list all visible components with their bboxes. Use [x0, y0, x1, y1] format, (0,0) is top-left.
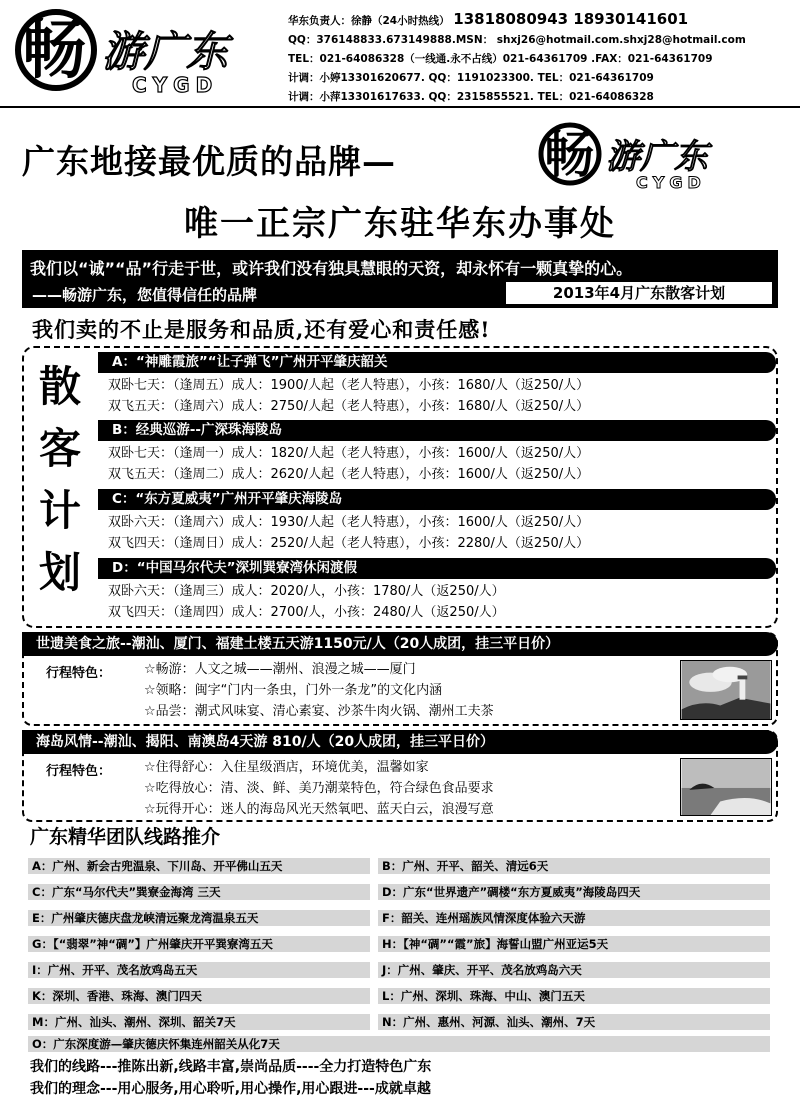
team-route-a: A：广州、新会古兜温泉、下川岛、开平佛山五天	[28, 858, 370, 874]
contact-line-5: 计调：小萍13301617633. QQ：2315855521. TEL：021-64086328	[288, 91, 654, 103]
team-route-g: G：【“翡翠”神“碉”】广州肇庆开平巽寮湾五天	[28, 936, 370, 952]
team-route-b: B：广州、开平、韶关、清远6天	[378, 858, 770, 874]
tour-2-feature-1: ☆住得舒心：入住星级酒店，环境优美，温馨如家	[144, 760, 429, 775]
team-route-n: N：广州、惠州、河源、汕头、潮州、7天	[378, 1014, 770, 1030]
headline-office: 唯一正宗广东驻华东办事处	[184, 204, 616, 244]
slogan-brand: ——畅游广东，您值得信任的品牌	[32, 286, 258, 304]
route-c-title: C：“东方夏威夷”广州开平肇庆海陵岛	[98, 489, 776, 510]
team-route-d: D：广东“世界遗产”碉楼“东方夏威夷”海陵岛四天	[378, 884, 770, 900]
route-d-line-1: 双卧六天：（逢周三）成人：2020/人，小孩：1780/人（返250/人）	[108, 584, 505, 599]
team-route-m: M：广州、汕头、潮州、深圳、韶关7天	[28, 1014, 370, 1030]
team-route-i: I：广州、开平、茂名放鸡岛五天	[28, 962, 370, 978]
team-route-l: L：广州、深圳、珠海、中山、澳门五天	[378, 988, 770, 1004]
label-char: 计	[38, 486, 81, 535]
route-a-line-2: 双飞五天：（逢周六）成人：2750/人起（老人特惠），小孩：1680/人（返250/人）	[108, 399, 590, 414]
plan-label: 2013年4月广东散客计划	[504, 280, 774, 306]
brand-logo	[12, 6, 282, 98]
team-route-h: H：【神“碉”“霞”旅】海誓山盟广州亚运5天	[378, 936, 770, 952]
contact-info	[288, 10, 798, 107]
header	[0, 0, 800, 108]
svg-text:畅: 畅	[544, 125, 594, 184]
team-route-k: K：深圳、香港、珠海、澳门四天	[28, 988, 370, 1004]
team-route-f: F：韶关、连州瑶族风情深度体验六天游	[378, 910, 770, 926]
label-char: 客	[38, 424, 81, 473]
tour-1-feature-2: ☆领略：闽字“门内一条虫，门外一条龙”的文化内涵	[144, 683, 443, 698]
tour-2-feature-label: 行程特色：	[46, 764, 112, 779]
tour-1-feature-1: ☆畅游：人文之城——潮州、浪漫之城——厦门	[144, 662, 416, 677]
slogan-text: 我们以“诚”“品”行走于世，或许我们没有独具慧眼的天资，却永怀有一颗真挚的心。	[30, 259, 633, 278]
hotline-numbers: 13818080943 18930141601	[453, 10, 689, 28]
individual-plans-label	[30, 356, 90, 604]
brand-logo-inline	[536, 120, 776, 192]
tour-1-title: 世遗美食之旅--潮汕、厦门、福建土楼五天游1150元/人（20人成团，挂三平日价）	[22, 632, 778, 656]
team-route-c: C：广东“马尔代夫”巽寮金海湾 三天	[28, 884, 370, 900]
route-d-line-2: 双飞四天：（逢周四）成人：2700/人，小孩：2480/人（返250/人）	[108, 605, 505, 620]
svg-text:CYGD: CYGD	[636, 173, 706, 192]
island-photo	[680, 758, 772, 816]
footer-routes-statement: 我们的线路---推陈出新,线路丰富,崇尚品质----全力打造特色广东	[30, 1059, 432, 1075]
route-b-title: B：经典巡游--广深珠海陵岛	[98, 420, 776, 441]
contact-line-1: 华东负责人：徐静（24小时热线） 13818080943 18930141601	[288, 10, 689, 28]
label-char: 散	[38, 362, 81, 411]
contact-line-2: QQ：376148833.673149888.MSN： shxj26@hotmail.com.shxj28@hotmail.com	[288, 34, 746, 46]
headline-brand: 广东地接最优质的品牌—	[22, 142, 396, 181]
lighthouse-photo	[680, 660, 772, 720]
logo-text: 游广东	[102, 27, 229, 76]
route-a-line-1: 双卧七天：（逢周五）成人：1900/人起（老人特惠），小孩：1680/人（返250/人）	[108, 378, 590, 393]
team-routes-title: 广东精华团队线路推介	[30, 826, 221, 848]
route-c-line-2: 双飞四天：（逢周日）成人：2520/人起（老人特惠），小孩：2280/人（返250/人）	[108, 536, 590, 551]
label-char: 划	[38, 548, 81, 597]
route-d-title: D：“中国马尔代夫”深圳巽寮湾休闲渡假	[98, 558, 776, 579]
tour-1-feature-3: ☆品尝：潮式风味宴、清心素宴、沙茶牛肉火锅、潮州工夫茶	[144, 704, 494, 719]
footer-philosophy-statement: 我们的理念---用心服务,用心聆听,用心操作,用心跟进---成就卓越	[30, 1081, 431, 1097]
logo-sub: CYGD	[132, 73, 219, 97]
contact-line-4: 计调：小婷13301620677. QQ：1191023300. TEL：021-64361709	[288, 72, 654, 84]
tour-2-feature-3: ☆玩得开心：迷人的海岛风光天然氧吧、蓝天白云，浪漫写意	[144, 802, 494, 817]
team-route-e: E：广州肇庆德庆盘龙峡清远聚龙湾温泉五天	[28, 910, 370, 926]
tour-2-title: 海岛风情--潮汕、揭阳、南澳岛4天游 810/人（20人成团，挂三平日价）	[22, 730, 778, 754]
route-b-line-2: 双飞五天：（逢周二）成人：2620/人起（老人特惠），小孩：1600/人（返250/人）	[108, 467, 590, 482]
tour-1-feature-label: 行程特色：	[46, 666, 112, 681]
tagline: 我们卖的不止是服务和品质,还有爱心和责任感!	[32, 317, 491, 342]
logo-char-chang: 畅	[22, 13, 86, 88]
route-b-line-1: 双卧七天：（逢周一）成人：1820/人起（老人特惠），小孩：1600/人（返250/人）	[108, 446, 590, 461]
contact-line-3: TEL：021-64086328（一线通.永不占线）021-64361709 .FAX：021-64361709	[288, 53, 713, 65]
route-a-title: A：“神雕霞旅”“让子弹飞”广州开平肇庆韶关	[98, 352, 776, 373]
svg-text:游广东: 游广东	[606, 137, 708, 177]
route-c-line-1: 双卧六天：（逢周六）成人：1930/人起（老人特惠），小孩：1600/人（返250/人）	[108, 515, 590, 530]
team-route-o: O：广东深度游—肇庆德庆怀集连州韶关从化7天	[28, 1036, 770, 1052]
tour-2-feature-2: ☆吃得放心：清、淡、鲜、美乃潮菜特色，符合绿色食品要求	[144, 781, 494, 796]
team-route-j: J：广州、肇庆、开平、茂名放鸡岛六天	[378, 962, 770, 978]
